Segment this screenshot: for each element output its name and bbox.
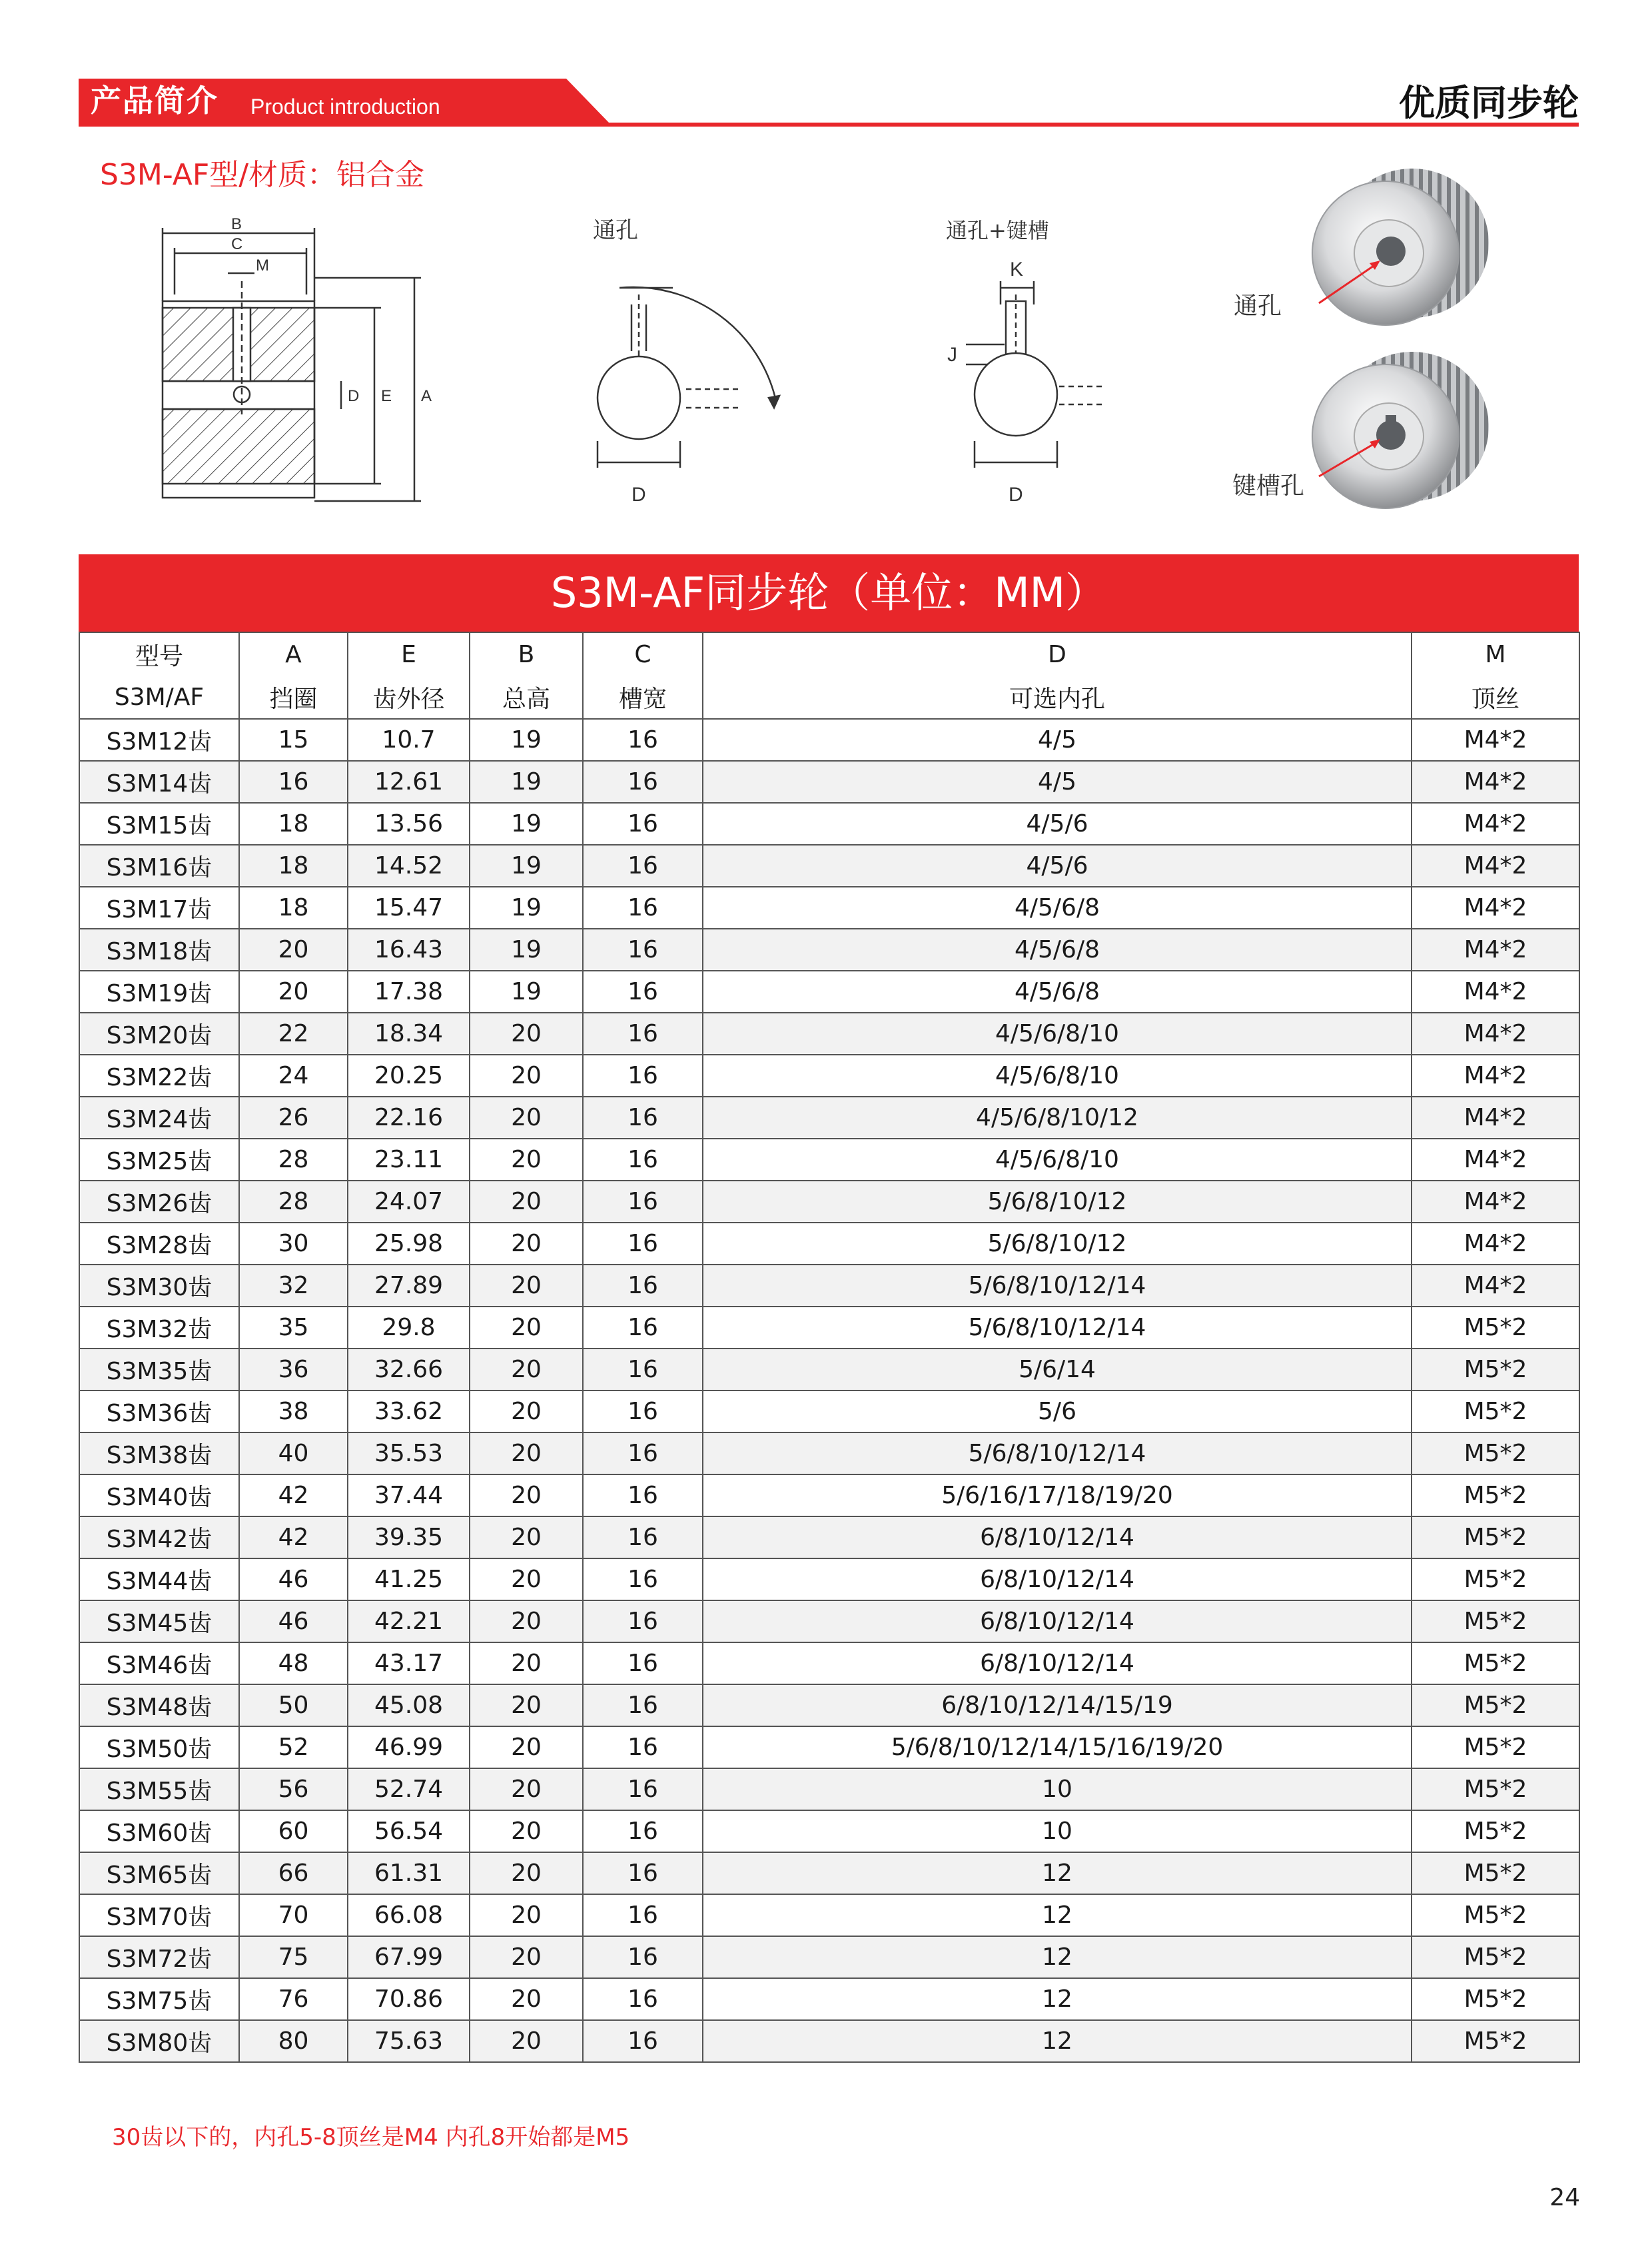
cell-m: M5*2 xyxy=(1412,1432,1579,1474)
through-hole-d-label: D xyxy=(631,484,646,506)
through-hole-drawing xyxy=(580,215,799,508)
cell-c: 16 xyxy=(583,971,703,1013)
cell-a: 48 xyxy=(239,1642,348,1684)
cell-c: 16 xyxy=(583,1768,703,1810)
cell-a: 18 xyxy=(239,845,348,887)
cell-e: 43.17 xyxy=(348,1642,470,1684)
table-row xyxy=(79,1181,1579,1223)
cell-e: 37.44 xyxy=(348,1474,470,1516)
cell-a: 42 xyxy=(239,1516,348,1558)
cell-b: 20 xyxy=(470,1558,583,1600)
cell-c: 16 xyxy=(583,1474,703,1516)
cell-b: 20 xyxy=(470,1013,583,1055)
cell-d: 4/5/6 xyxy=(703,803,1412,845)
table-row xyxy=(79,1516,1579,1558)
product-photo xyxy=(1232,163,1512,523)
table-row xyxy=(79,1684,1579,1726)
table-row xyxy=(79,1768,1579,1810)
cell-e: 18.34 xyxy=(348,1013,470,1055)
cell-c: 16 xyxy=(583,1181,703,1223)
cell-a: 46 xyxy=(239,1558,348,1600)
cell-m: M4*2 xyxy=(1412,887,1579,929)
cell-m: M4*2 xyxy=(1412,1097,1579,1139)
cell-d: 5/6/14 xyxy=(703,1349,1412,1391)
cell-c: 16 xyxy=(583,1642,703,1684)
cell-a: 52 xyxy=(239,1726,348,1768)
cell-e: 25.98 xyxy=(348,1223,470,1265)
cell-model: S3M55齿 xyxy=(79,1768,239,1810)
footnote: 30齿以下的，内孔5-8顶丝是M4 内孔8开始都是M5 xyxy=(112,2124,630,2151)
header-col-b-code: B xyxy=(470,632,583,676)
table-row xyxy=(79,1642,1579,1684)
through-hole-caption: 通孔 xyxy=(593,217,638,244)
table-row xyxy=(79,1852,1579,1894)
cell-c: 16 xyxy=(583,1558,703,1600)
cell-model: S3M32齿 xyxy=(79,1307,239,1349)
cell-e: 45.08 xyxy=(348,1684,470,1726)
cell-c: 16 xyxy=(583,1432,703,1474)
cell-m: M5*2 xyxy=(1412,1936,1579,1978)
cell-a: 38 xyxy=(239,1391,348,1432)
cell-b: 20 xyxy=(470,1349,583,1391)
cell-a: 36 xyxy=(239,1349,348,1391)
cell-d: 12 xyxy=(703,1894,1412,1936)
cell-m: M4*2 xyxy=(1412,1223,1579,1265)
cell-m: M5*2 xyxy=(1412,1349,1579,1391)
cell-d: 4/5/6/8/10/12 xyxy=(703,1097,1412,1139)
table-row xyxy=(79,887,1579,929)
cell-model: S3M80齿 xyxy=(79,2020,239,2062)
cell-e: 10.7 xyxy=(348,719,470,761)
cell-a: 28 xyxy=(239,1181,348,1223)
cell-b: 20 xyxy=(470,1223,583,1265)
cell-d: 4/5/6/8 xyxy=(703,887,1412,929)
cell-c: 16 xyxy=(583,1055,703,1097)
cell-e: 14.52 xyxy=(348,845,470,887)
cell-d: 5/6/8/10/12 xyxy=(703,1223,1412,1265)
cell-a: 24 xyxy=(239,1055,348,1097)
cell-d: 4/5/6/8 xyxy=(703,971,1412,1013)
cell-m: M5*2 xyxy=(1412,1642,1579,1684)
cell-d: 5/6/8/10/12/14 xyxy=(703,1432,1412,1474)
cell-b: 20 xyxy=(470,1936,583,1978)
cell-e: 35.53 xyxy=(348,1432,470,1474)
cell-e: 41.25 xyxy=(348,1558,470,1600)
cell-b: 19 xyxy=(470,719,583,761)
cell-c: 16 xyxy=(583,2020,703,2062)
cell-model: S3M45齿 xyxy=(79,1600,239,1642)
cell-m: M4*2 xyxy=(1412,1013,1579,1055)
cell-c: 16 xyxy=(583,1139,703,1181)
cell-m: M4*2 xyxy=(1412,761,1579,803)
cell-c: 16 xyxy=(583,719,703,761)
cell-a: 66 xyxy=(239,1852,348,1894)
cell-model: S3M38齿 xyxy=(79,1432,239,1474)
table-row xyxy=(79,971,1579,1013)
cell-e: 56.54 xyxy=(348,1810,470,1852)
table-row xyxy=(79,1391,1579,1432)
spec-table xyxy=(79,632,1580,2063)
cell-d: 6/8/10/12/14 xyxy=(703,1642,1412,1684)
cell-a: 80 xyxy=(239,2020,348,2062)
table-row xyxy=(79,803,1579,845)
cell-b: 19 xyxy=(470,929,583,971)
table-title: S3M-AF同步轮（单位：MM） xyxy=(79,554,1579,632)
cell-e: 67.99 xyxy=(348,1936,470,1978)
cell-model: S3M36齿 xyxy=(79,1391,239,1432)
cell-c: 16 xyxy=(583,845,703,887)
cell-model: S3M46齿 xyxy=(79,1642,239,1684)
cell-e: 15.47 xyxy=(348,887,470,929)
cell-e: 29.8 xyxy=(348,1307,470,1349)
header-col-a-name: 挡圈 xyxy=(239,676,348,719)
cell-d: 6/8/10/12/14 xyxy=(703,1516,1412,1558)
table-row xyxy=(79,1013,1579,1055)
cell-m: M4*2 xyxy=(1412,929,1579,971)
keyway-d-label: D xyxy=(1009,484,1023,506)
cell-m: M5*2 xyxy=(1412,2020,1579,2062)
cell-e: 33.62 xyxy=(348,1391,470,1432)
cell-e: 16.43 xyxy=(348,929,470,971)
cell-e: 22.16 xyxy=(348,1097,470,1139)
header-right-title: 优质同步轮 xyxy=(1399,82,1579,124)
cell-m: M4*2 xyxy=(1412,1265,1579,1307)
cell-model: S3M30齿 xyxy=(79,1265,239,1307)
cell-b: 20 xyxy=(470,1139,583,1181)
cell-d: 4/5/6/8/10 xyxy=(703,1055,1412,1097)
cell-d: 12 xyxy=(703,1978,1412,2020)
header-col-m-name: 顶丝 xyxy=(1412,676,1579,719)
cell-e: 70.86 xyxy=(348,1978,470,2020)
cell-model: S3M15齿 xyxy=(79,803,239,845)
cell-model: S3M20齿 xyxy=(79,1013,239,1055)
cell-d: 4/5 xyxy=(703,761,1412,803)
section-drawing xyxy=(148,215,474,511)
table-row xyxy=(79,761,1579,803)
header-col-e-code: E xyxy=(348,632,470,676)
cell-d: 4/5/6 xyxy=(703,845,1412,887)
cell-d: 12 xyxy=(703,1852,1412,1894)
cell-b: 20 xyxy=(470,2020,583,2062)
cell-a: 18 xyxy=(239,887,348,929)
cell-d: 4/5/6/8 xyxy=(703,929,1412,971)
cell-d: 5/6/8/10/12/14/15/16/19/20 xyxy=(703,1726,1412,1768)
cell-c: 16 xyxy=(583,1894,703,1936)
table-row xyxy=(79,1558,1579,1600)
cell-m: M5*2 xyxy=(1412,1726,1579,1768)
cell-model: S3M40齿 xyxy=(79,1474,239,1516)
cell-model: S3M72齿 xyxy=(79,1936,239,1978)
cell-e: 66.08 xyxy=(348,1894,470,1936)
table-row xyxy=(79,1936,1579,1978)
cell-model: S3M75齿 xyxy=(79,1978,239,2020)
cell-b: 20 xyxy=(470,1726,583,1768)
cell-c: 16 xyxy=(583,1349,703,1391)
cell-e: 23.11 xyxy=(348,1139,470,1181)
cell-d: 10 xyxy=(703,1810,1412,1852)
table-row xyxy=(79,1600,1579,1642)
cell-b: 19 xyxy=(470,803,583,845)
cell-b: 19 xyxy=(470,845,583,887)
cell-m: M5*2 xyxy=(1412,1307,1579,1349)
cell-a: 75 xyxy=(239,1936,348,1978)
cell-m: M5*2 xyxy=(1412,1978,1579,2020)
cell-d: 6/8/10/12/14 xyxy=(703,1600,1412,1642)
cell-model: S3M48齿 xyxy=(79,1684,239,1726)
cell-b: 20 xyxy=(470,1474,583,1516)
cell-c: 16 xyxy=(583,1600,703,1642)
cell-b: 20 xyxy=(470,1642,583,1684)
cell-d: 6/8/10/12/14 xyxy=(703,1558,1412,1600)
cell-b: 20 xyxy=(470,1055,583,1097)
cell-a: 50 xyxy=(239,1684,348,1726)
cell-c: 16 xyxy=(583,1978,703,2020)
table-row xyxy=(79,1055,1579,1097)
cell-b: 20 xyxy=(470,1768,583,1810)
keyway-drawing xyxy=(946,215,1146,508)
cell-c: 16 xyxy=(583,1810,703,1852)
table-row xyxy=(79,1307,1579,1349)
photo-label-through: 通孔 xyxy=(1234,292,1282,320)
header-col-a-code: A xyxy=(239,632,348,676)
header-rule xyxy=(79,123,1579,127)
cell-model: S3M65齿 xyxy=(79,1852,239,1894)
cell-a: 60 xyxy=(239,1810,348,1852)
cell-m: M4*2 xyxy=(1412,845,1579,887)
dim-c-label: C xyxy=(231,235,243,253)
cell-c: 16 xyxy=(583,1265,703,1307)
cell-b: 19 xyxy=(470,971,583,1013)
cell-e: 42.21 xyxy=(348,1600,470,1642)
table-row xyxy=(79,1223,1579,1265)
header-col-b-name: 总高 xyxy=(470,676,583,719)
cell-a: 32 xyxy=(239,1265,348,1307)
table-row xyxy=(79,845,1579,887)
cell-m: M5*2 xyxy=(1412,1684,1579,1726)
cell-c: 16 xyxy=(583,1097,703,1139)
cell-a: 56 xyxy=(239,1768,348,1810)
cell-model: S3M24齿 xyxy=(79,1097,239,1139)
cell-d: 10 xyxy=(703,1768,1412,1810)
cell-c: 16 xyxy=(583,761,703,803)
cell-m: M4*2 xyxy=(1412,803,1579,845)
table-row xyxy=(79,1810,1579,1852)
cell-model: S3M28齿 xyxy=(79,1223,239,1265)
cell-d: 4/5/6/8/10 xyxy=(703,1013,1412,1055)
table-row xyxy=(79,1139,1579,1181)
table-row xyxy=(79,2020,1579,2062)
cell-model: S3M25齿 xyxy=(79,1139,239,1181)
cell-e: 12.61 xyxy=(348,761,470,803)
cell-e: 52.74 xyxy=(348,1768,470,1810)
cell-a: 76 xyxy=(239,1978,348,2020)
cell-e: 39.35 xyxy=(348,1516,470,1558)
table-row xyxy=(79,1349,1579,1391)
cell-a: 22 xyxy=(239,1013,348,1055)
cell-m: M5*2 xyxy=(1412,1474,1579,1516)
header-title-cn: 产品简介 xyxy=(91,83,218,119)
cell-d: 5/6/8/10/12/14 xyxy=(703,1265,1412,1307)
cell-d: 4/5 xyxy=(703,719,1412,761)
cell-b: 20 xyxy=(470,1432,583,1474)
cell-b: 20 xyxy=(470,1852,583,1894)
table-row xyxy=(79,1894,1579,1936)
cell-b: 20 xyxy=(470,1810,583,1852)
photo-label-keyway: 键槽孔 xyxy=(1232,472,1305,500)
cell-a: 46 xyxy=(239,1600,348,1642)
cell-a: 15 xyxy=(239,719,348,761)
cell-model: S3M22齿 xyxy=(79,1055,239,1097)
cell-d: 5/6/8/10/12/14 xyxy=(703,1307,1412,1349)
header-model-1: 型号 xyxy=(79,632,239,676)
keyway-k-label: K xyxy=(1010,259,1024,280)
cell-m: M5*2 xyxy=(1412,1600,1579,1642)
cell-e: 27.89 xyxy=(348,1265,470,1307)
cell-m: M5*2 xyxy=(1412,1558,1579,1600)
table-row xyxy=(79,929,1579,971)
cell-m: M5*2 xyxy=(1412,1768,1579,1810)
cell-model: S3M18齿 xyxy=(79,929,239,971)
cell-b: 19 xyxy=(470,761,583,803)
header-col-d-name: 可选内孔 xyxy=(703,676,1412,719)
cell-m: M5*2 xyxy=(1412,1810,1579,1852)
cell-e: 46.99 xyxy=(348,1726,470,1768)
cell-c: 16 xyxy=(583,929,703,971)
cell-model: S3M35齿 xyxy=(79,1349,239,1391)
cell-e: 13.56 xyxy=(348,803,470,845)
cell-b: 20 xyxy=(470,1600,583,1642)
cell-b: 20 xyxy=(470,1265,583,1307)
cell-c: 16 xyxy=(583,803,703,845)
cell-a: 26 xyxy=(239,1097,348,1139)
table-row xyxy=(79,1432,1579,1474)
cell-m: M5*2 xyxy=(1412,1516,1579,1558)
cell-d: 5/6 xyxy=(703,1391,1412,1432)
cell-model: S3M60齿 xyxy=(79,1810,239,1852)
keyway-j-label: J xyxy=(947,344,957,366)
header-col-c-name: 槽宽 xyxy=(583,676,703,719)
cell-m: M4*2 xyxy=(1412,1139,1579,1181)
table-row xyxy=(79,1265,1579,1307)
header-title-en: Product introduction xyxy=(250,95,440,119)
cell-m: M5*2 xyxy=(1412,1391,1579,1432)
cell-b: 20 xyxy=(470,1307,583,1349)
cell-c: 16 xyxy=(583,887,703,929)
cell-b: 19 xyxy=(470,887,583,929)
cell-a: 40 xyxy=(239,1432,348,1474)
cell-d: 5/6/8/10/12 xyxy=(703,1181,1412,1223)
cell-e: 61.31 xyxy=(348,1852,470,1894)
cell-e: 17.38 xyxy=(348,971,470,1013)
dim-d-label: D xyxy=(348,387,360,405)
cell-m: M5*2 xyxy=(1412,1852,1579,1894)
cell-c: 16 xyxy=(583,1936,703,1978)
dim-a-label: A xyxy=(421,387,432,405)
cell-b: 20 xyxy=(470,1097,583,1139)
cell-m: M4*2 xyxy=(1412,1181,1579,1223)
header-model-2: S3M/AF xyxy=(79,676,239,719)
cell-m: M4*2 xyxy=(1412,971,1579,1013)
cell-a: 35 xyxy=(239,1307,348,1349)
cell-b: 20 xyxy=(470,1684,583,1726)
dim-m-label: M xyxy=(256,257,269,275)
spec-table-body xyxy=(79,719,1579,2062)
cell-d: 6/8/10/12/14/15/19 xyxy=(703,1684,1412,1726)
cell-c: 16 xyxy=(583,1852,703,1894)
cell-c: 16 xyxy=(583,1307,703,1349)
cell-model: S3M70齿 xyxy=(79,1894,239,1936)
table-row xyxy=(79,1474,1579,1516)
header-col-e-name: 齿外径 xyxy=(348,676,470,719)
header-col-m-code: M xyxy=(1412,632,1579,676)
cell-m: M4*2 xyxy=(1412,1055,1579,1097)
cell-model: S3M44齿 xyxy=(79,1558,239,1600)
cell-model: S3M14齿 xyxy=(79,761,239,803)
table-row xyxy=(79,719,1579,761)
header-col-c-code: C xyxy=(583,632,703,676)
table-row xyxy=(79,1978,1579,2020)
cell-c: 16 xyxy=(583,1391,703,1432)
table-row xyxy=(79,1726,1579,1768)
cell-a: 42 xyxy=(239,1474,348,1516)
cell-e: 32.66 xyxy=(348,1349,470,1391)
cell-e: 20.25 xyxy=(348,1055,470,1097)
keyway-caption: 通孔+键槽 xyxy=(946,218,1049,243)
cell-c: 16 xyxy=(583,1684,703,1726)
header-col-d-code: D xyxy=(703,632,1412,676)
cell-d: 12 xyxy=(703,2020,1412,2062)
cell-model: S3M19齿 xyxy=(79,971,239,1013)
cell-model: S3M42齿 xyxy=(79,1516,239,1558)
page-number: 24 xyxy=(1549,2184,1580,2211)
cell-model: S3M50齿 xyxy=(79,1726,239,1768)
cell-m: M5*2 xyxy=(1412,1894,1579,1936)
cell-model: S3M17齿 xyxy=(79,887,239,929)
cell-e: 75.63 xyxy=(348,2020,470,2062)
dim-e-label: E xyxy=(381,387,392,405)
cell-e: 24.07 xyxy=(348,1181,470,1223)
cell-a: 18 xyxy=(239,803,348,845)
dim-b-label: B xyxy=(231,215,242,233)
cell-model: S3M12齿 xyxy=(79,719,239,761)
cell-b: 20 xyxy=(470,1978,583,2020)
cell-a: 20 xyxy=(239,929,348,971)
cell-a: 70 xyxy=(239,1894,348,1936)
cell-model: S3M16齿 xyxy=(79,845,239,887)
cell-d: 4/5/6/8/10 xyxy=(703,1139,1412,1181)
cell-b: 20 xyxy=(470,1181,583,1223)
product-subtitle: S3M-AF型/材质：铝合金 xyxy=(100,158,425,192)
cell-c: 16 xyxy=(583,1223,703,1265)
cell-c: 16 xyxy=(583,1013,703,1055)
cell-d: 5/6/16/17/18/19/20 xyxy=(703,1474,1412,1516)
table-row xyxy=(79,1097,1579,1139)
cell-c: 16 xyxy=(583,1516,703,1558)
cell-a: 20 xyxy=(239,971,348,1013)
cell-a: 30 xyxy=(239,1223,348,1265)
cell-a: 16 xyxy=(239,761,348,803)
cell-b: 20 xyxy=(470,1391,583,1432)
cell-a: 28 xyxy=(239,1139,348,1181)
cell-b: 20 xyxy=(470,1516,583,1558)
cell-m: M4*2 xyxy=(1412,719,1579,761)
cell-d: 12 xyxy=(703,1936,1412,1978)
cell-model: S3M26齿 xyxy=(79,1181,239,1223)
cell-c: 16 xyxy=(583,1726,703,1768)
cell-b: 20 xyxy=(470,1894,583,1936)
